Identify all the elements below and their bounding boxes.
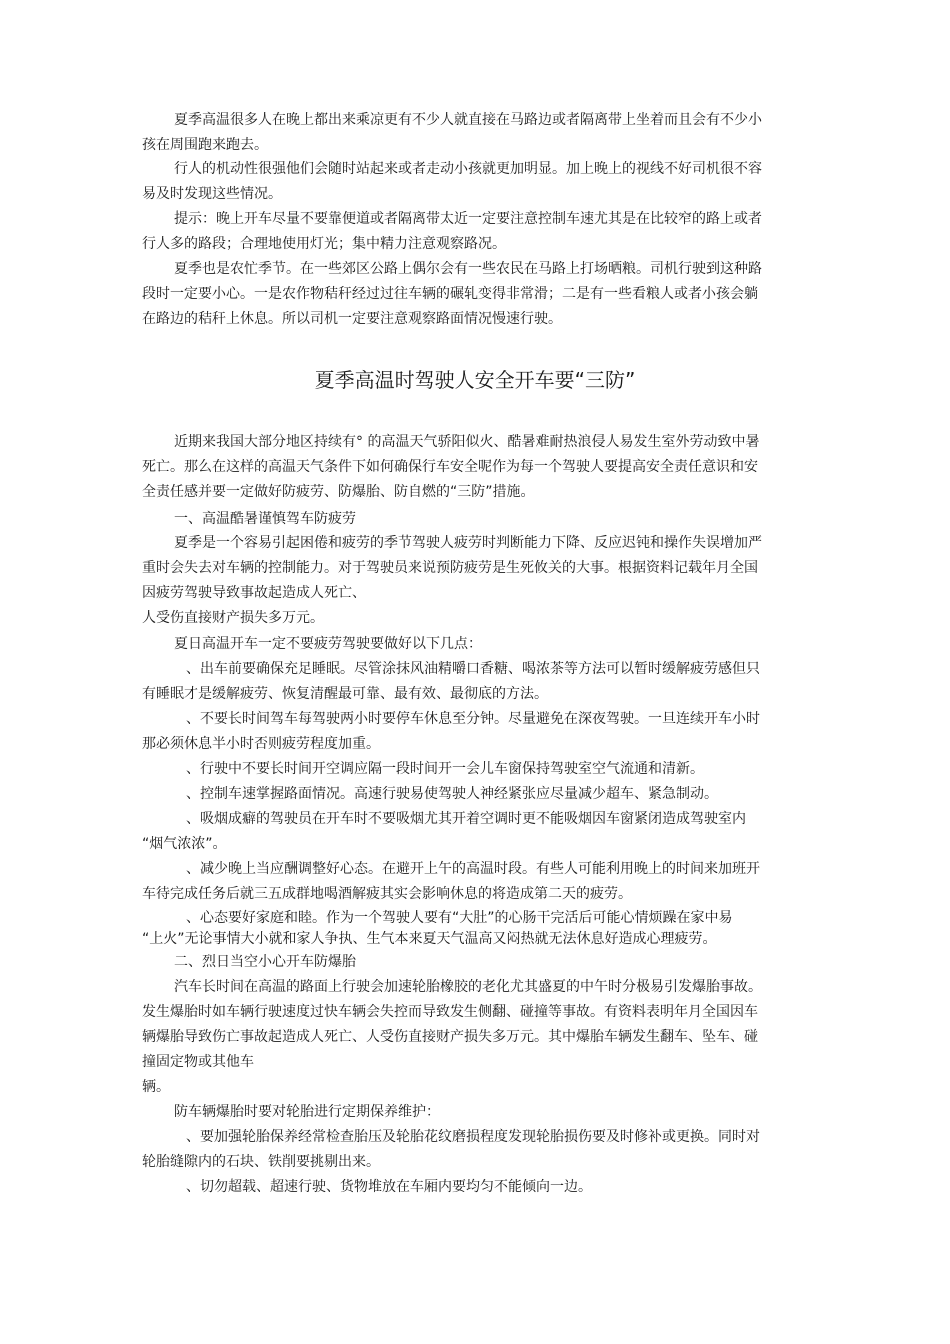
- text-line: 那必须休息半小时否则疲劳程度加重。: [142, 736, 380, 752]
- text-line: 行人的机动性很强他们会随时站起来或者走动小孩就更加明显。加上晚上的视线不好司机很不容: [174, 161, 762, 177]
- text-line: 孩在周围跑来跑去。: [142, 137, 268, 153]
- text-line: 、心态要好家庭和睦。作为一个驾驶人要有“大肚”的心肠干完活后可能心情烦躁在家中易: [186, 910, 733, 926]
- list-item: [142, 857, 810, 907]
- text-line: “上火”无论事情大小就和家人争执、生气本来夏天气温高又闷热就无法休息好造成心理疲劳。: [142, 931, 717, 947]
- text-line: 、要加强轮胎保养经常检查胎压及轮胎花纹磨损程度发现轮胎损伤要及时修补或更换。同时对: [186, 1129, 760, 1145]
- text-line: 重时会失去对车辆的控制能力。对于驾驶员来说预防疲劳是生死攸关的大事。根据资料记载年月全国: [142, 560, 758, 576]
- text-line: 、切勿超载、超速行驶、货物堆放在车厢内要均匀不能倾向一边。: [186, 1179, 592, 1195]
- text-line: 辆。: [142, 1079, 170, 1095]
- text-line: 人受伤直接财产损失多万元。: [142, 610, 324, 626]
- text-line: 行人多的路段；合理地使用灯光；集中精力注意观察路况。: [142, 236, 506, 252]
- section-heading: 一、高温酷暑谨慎驾车防疲劳: [174, 511, 356, 527]
- section1-heading-block: [142, 507, 810, 532]
- intro-paragraph: [142, 430, 810, 505]
- text-line: 夏季是一个容易引起困倦和疲劳的季节驾驶人疲劳时判断能力下降、反应迟钝和操作失误增加严: [174, 535, 762, 551]
- list-item: [142, 908, 810, 950]
- list-lead: 夏日高温开车一定不要疲劳驾驶要做好以下几点：: [174, 636, 482, 652]
- top-paragraph-2: [142, 157, 810, 207]
- list-item: [142, 707, 810, 757]
- text-line: 近期来我国大部分地区持续有° 的高温天气骄阳似火、酷暑难耐热浪侵人易发生室外劳动致中暑: [174, 434, 760, 450]
- list-item: [142, 1125, 810, 1175]
- text-line: 、控制车速掌握路面情况。高速行驶易使驾驶人神经紧张应尽量减少超车、紧急制动。: [186, 786, 718, 802]
- text-line: 、不要长时间驾车每驾驶两小时要停车休息至分钟。尽量避免在深夜驾驶。一旦连续开车小时: [186, 711, 760, 727]
- top-paragraph-1: [142, 108, 810, 158]
- text-line: “烟气浓浓”。: [142, 836, 227, 852]
- text-line: 发生爆胎时如车辆行驶速度过快车辆会失控而导致发生侧翻、碰撞等事故。有资料表明年月全国因车: [142, 1004, 758, 1020]
- text-line: 车待完成任务后就三五成群地喝酒解疲其实会影响休息的将造成第二天的疲劳。: [142, 886, 632, 902]
- text-line: 有睡眠才是缓解疲劳、恢复清醒最可靠、最有效、最彻底的方法。: [142, 686, 548, 702]
- list-lead: 防车辆爆胎时要对轮胎进行定期保养维护：: [174, 1104, 440, 1120]
- text-line: 全责任感并要一定做好防疲劳、防爆胎、防自燃的“三防”措施。: [142, 484, 535, 500]
- list-item: [142, 807, 810, 857]
- text-line: 夏季也是农忙季节。在一些郊区公路上偶尔会有一些农民在马路上打场晒粮。司机行驶到这种路: [174, 261, 762, 277]
- text-line: 汽车长时间在高温的路面上行驶会加速轮胎橡胶的老化尤其盛夏的中午时分极易引发爆胎事故。: [174, 979, 762, 995]
- list-item: [142, 757, 810, 782]
- section2-lead-block: [142, 1100, 810, 1125]
- text-line: 、吸烟成癖的驾驶员在开车时不要吸烟尤其开着空调时更不能吸烟因车窗紧闭造成驾驶室内: [186, 811, 746, 827]
- section2-paragraph: [142, 975, 810, 1100]
- text-line: 死亡。那么在这样的高温天气条件下如何确保行车安全呢作为每一个驾驶人要提高安全责任意识和安: [142, 459, 758, 475]
- list-item: [142, 782, 810, 807]
- text-line: 夏季高温很多人在晚上都出来乘凉更有不少人就直接在马路边或者隔离带上坐着而且会有不少小: [174, 112, 762, 128]
- section1-paragraph: [142, 531, 810, 631]
- text-line: 撞固定物或其他车: [142, 1054, 254, 1070]
- top-paragraph-3: [142, 207, 810, 257]
- article-title: 夏季高温时驾驶人安全开车要“三防”: [314, 368, 636, 392]
- text-line: 易及时发现这些情况。: [142, 186, 282, 202]
- text-line: 段时一定要小心。一是农作物秸秆经过过往车辆的碾轧变得非常滑；二是有一些看粮人或者小孩会躺: [142, 286, 758, 302]
- text-line: 因疲劳驾驶导致事故起造成人死亡、: [142, 585, 366, 601]
- text-line: 提示：晚上开车尽量不要靠便道或者隔离带太近一定要注意控制车速尤其是在比较窄的路上或者: [174, 211, 762, 227]
- list-item: [142, 1175, 810, 1200]
- top-paragraph-4: [142, 257, 810, 332]
- section-heading: 二、烈日当空小心开车防爆胎: [174, 954, 356, 970]
- text-line: 、行驶中不要长时间开空调应隔一段时间开一会儿车窗保持驾驶室空气流通和清新。: [186, 761, 704, 777]
- text-line: 辆爆胎导致伤亡事故起造成人死亡、人受伤直接财产损失多万元。其中爆胎车辆发生翻车、坠车、碰: [142, 1029, 758, 1045]
- section1-lead-block: [142, 632, 810, 657]
- section2-heading-block: [142, 950, 810, 975]
- list-item: [142, 657, 810, 707]
- text-line: 轮胎缝隙内的石块、铁削要挑剔出来。: [142, 1154, 380, 1170]
- text-line: 、出车前要确保充足睡眠。尽管涂抹风油精嚼口香糖、喝浓茶等方法可以暂时缓解疲劳感但只: [186, 661, 760, 677]
- text-line: 在路边的秸秆上休息。所以司机一定要注意观察路面情况慢速行驶。: [142, 311, 562, 327]
- text-line: 、减少晚上当应酬调整好心态。在避开上午的高温时段。有些人可能利用晚上的时间来加班开: [186, 861, 760, 877]
